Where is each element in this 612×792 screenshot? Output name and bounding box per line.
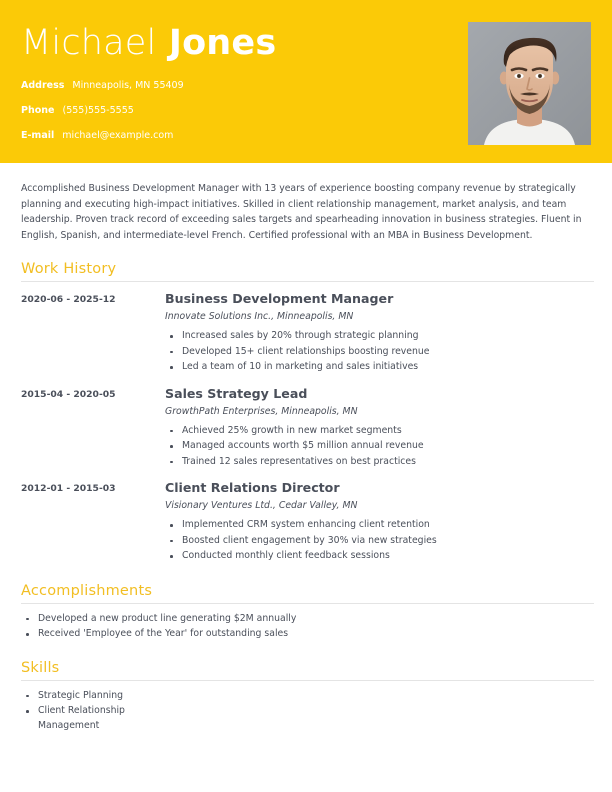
section-title-work-history: Work History xyxy=(21,261,117,277)
job-title: Sales Strategy Lead xyxy=(165,385,308,401)
avatar xyxy=(468,22,591,145)
phone-label: Phone xyxy=(21,105,55,116)
resume-body xyxy=(0,163,612,733)
list-item: Achieved 25% growth in new market segments xyxy=(165,424,594,439)
job-details xyxy=(165,385,594,471)
address-label: Address xyxy=(21,80,65,91)
job-company: Visionary Ventures Ltd., Cedar Valley, MN xyxy=(165,500,358,511)
section-skills xyxy=(21,660,594,734)
phone-value: (555)555-5555 xyxy=(62,105,134,116)
email-value: michael@example.com xyxy=(62,130,174,141)
job-dates: 2020-06 - 2025-12 xyxy=(21,294,116,305)
job-dates: 2012-01 - 2015-03 xyxy=(21,483,116,494)
section-divider xyxy=(21,281,594,282)
section-title-accomplishments: Accomplishments xyxy=(21,582,153,599)
job-company: Innovate Solutions Inc., Minneapolis, MN xyxy=(165,311,354,322)
list-item: Led a team of 10 in marketing and sales initiatives xyxy=(165,360,594,375)
address-value: Minneapolis, MN 55409 xyxy=(72,80,184,91)
job-bullet-list xyxy=(165,424,594,470)
list-item: Increased sales by 20% through strategic planning xyxy=(165,329,594,344)
list-item: Strategic Planning xyxy=(21,689,171,704)
list-item: Conducted monthly client feedback sessions xyxy=(165,549,594,564)
list-item: Received 'Employee of the Year' for outstanding sales xyxy=(21,627,594,642)
section-title-skills: Skills xyxy=(21,659,60,676)
job-bullet-list xyxy=(165,329,594,375)
list-item: Trained 12 sales representatives on best practices xyxy=(165,455,594,470)
accomplishments-list xyxy=(21,612,594,642)
job-entry xyxy=(21,290,594,376)
list-item: Implemented CRM system enhancing client retention xyxy=(165,518,594,533)
job-dates: 2015-04 - 2020-05 xyxy=(21,388,116,400)
list-item: Developed 15+ client relationships boosting revenue xyxy=(165,345,594,360)
list-item: Managed accounts worth $5 million annual revenue xyxy=(165,439,594,454)
job-company: GrowthPath Enterprises, Minneapolis, MN xyxy=(165,405,358,417)
job-bullet-list xyxy=(165,518,594,564)
job-entry xyxy=(21,385,594,471)
section-divider xyxy=(21,603,594,604)
list-item: Client Relationship Management xyxy=(21,704,171,733)
list-item: Developed a new product line generating $2M annually xyxy=(21,612,594,627)
skills-list xyxy=(21,689,171,734)
list-item: Boosted client engagement by 30% via new strategies xyxy=(165,534,594,549)
job-details xyxy=(165,479,594,565)
section-accomplishments xyxy=(21,583,594,642)
first-name: Michael xyxy=(21,23,157,63)
job-title: Business Development Manager xyxy=(165,291,394,306)
portrait-photo-icon xyxy=(468,22,591,145)
email-label: E-mail xyxy=(21,130,55,141)
section-work-history xyxy=(21,261,594,565)
resume-header xyxy=(0,0,612,163)
last-name: Jones xyxy=(168,23,277,63)
job-title: Client Relations Director xyxy=(165,480,340,495)
job-details xyxy=(165,290,594,376)
professional-summary: Accomplished Business Development Manager with 13 years of experience boosting company revenue by strategically planning and executing high-impact initiatives. Skilled in client relationship management, market analysis, and team leadership. Proven track record of exceeding sales targets and spearheading innovation in business strategies. Fluent in English, Spanish, and intermediate-level French. Certified professional with an MBA in Business Development. xyxy=(21,183,582,241)
section-divider xyxy=(21,680,594,681)
job-entry xyxy=(21,479,594,565)
